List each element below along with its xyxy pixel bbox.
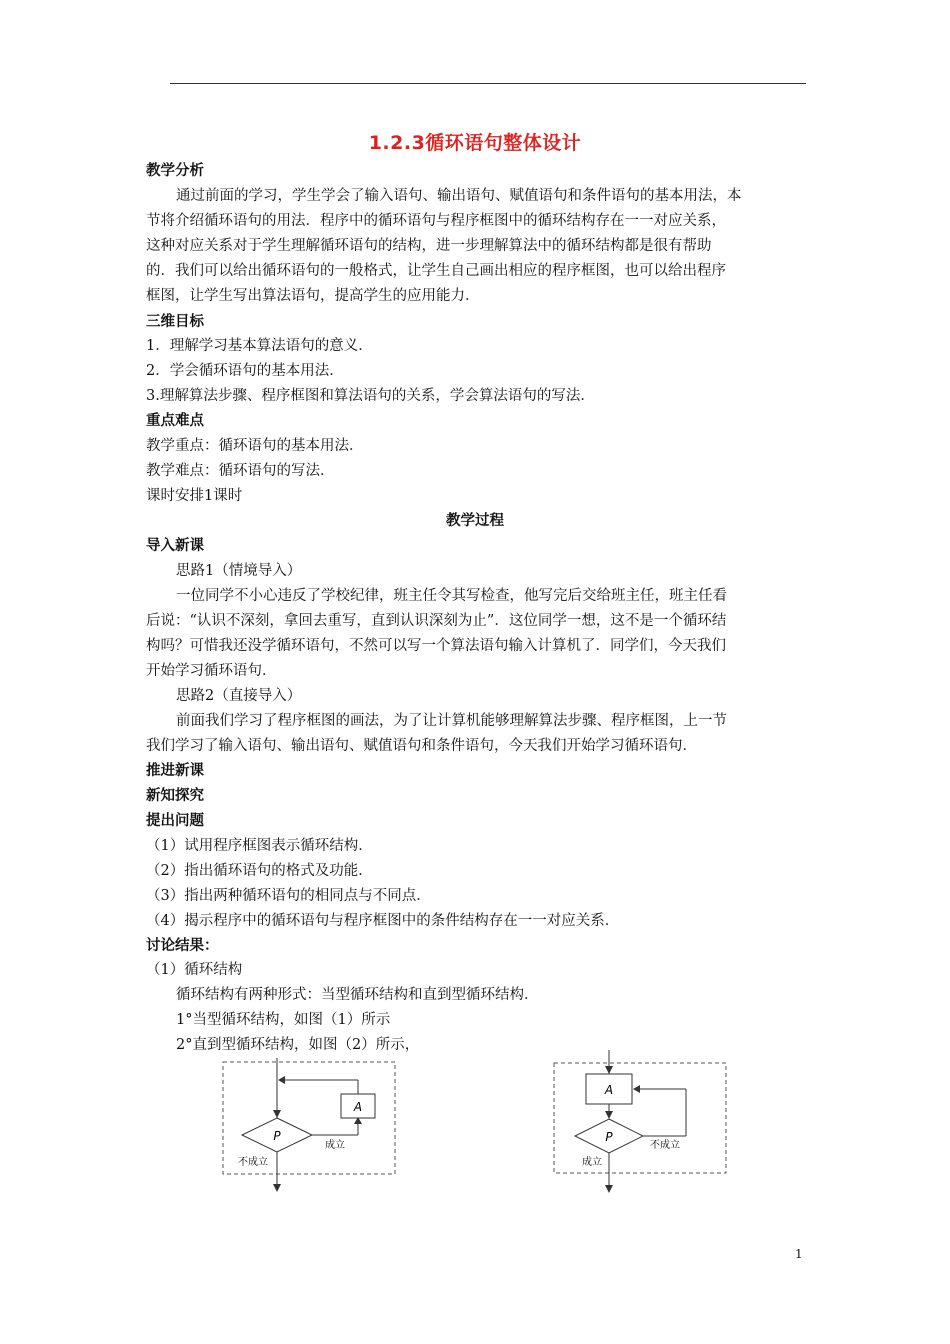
analysis-line: 节将介绍循环语句的用法．程序中的循环语句与程序框图中的循环结构存在一一对应关系， xyxy=(146,213,726,229)
schedule-text: 课时安排1课时 xyxy=(146,488,243,504)
question-item: （2）指出循环语句的格式及功能． xyxy=(146,863,373,879)
idea1-line: 一位同学不小心违反了学校纪律，班主任令其写检查，他写完后交给班主任，班主任看 xyxy=(176,588,727,604)
result1-line: 1°当型循环结构，如图（1）所示 xyxy=(176,1012,391,1028)
result1-title: （1）循环结构 xyxy=(146,962,243,978)
questions-heading: 提出问题 xyxy=(146,813,204,829)
figure-while-loop xyxy=(215,1058,405,1193)
fig1-box-label: A xyxy=(353,1100,363,1114)
explore-heading: 新知探究 xyxy=(146,788,204,804)
goal-item: 2．学会循环语句的基本用法． xyxy=(146,363,344,379)
analysis-line: 框图，让学生写出算法语句，提高学生的应用能力． xyxy=(146,288,480,304)
fig1-no-label: 不成立 xyxy=(238,1157,268,1168)
fig2-yes-label: 成立 xyxy=(582,1157,602,1168)
figure-until-loop xyxy=(548,1050,734,1195)
keypoints-heading: 重点难点 xyxy=(146,413,204,429)
keypoint-item: 教学难点：循环语句的写法． xyxy=(146,463,335,479)
question-item: （1）试用程序框图表示循环结构． xyxy=(146,838,373,854)
idea1-line: 后说：“认识不深刻，拿回去重写，直到认识深刻为止”．这位同学一想，这不是一个循环结 xyxy=(146,613,727,629)
idea1-line: 构吗？可惜我还没学循环语句，不然可以写一个算法语句输入计算机了．同学们，今天我们 xyxy=(146,638,726,654)
goal-item: 1．理解学习基本算法语句的意义． xyxy=(146,338,373,354)
analysis-heading: 教学分析 xyxy=(146,163,204,179)
idea1-title: 思路1（情境导入） xyxy=(176,563,302,579)
question-item: （3）指出两种循环语句的相同点与不同点． xyxy=(146,888,431,904)
advance-heading: 推进新课 xyxy=(146,763,204,779)
idea2-line: 前面我们学习了程序框图的画法，为了让计算机能够理解算法步骤、程序框图，上一节 xyxy=(176,713,727,729)
analysis-line: 通过前面的学习，学生学会了输入语句、输出语句、赋值语句和条件语句的基本用法，本 xyxy=(176,188,742,204)
idea2-title: 思路2（直接导入） xyxy=(176,688,302,704)
result1-line: 循环结构有两种形式：当型循环结构和直到型循环结构． xyxy=(176,987,539,1003)
keypoint-item: 教学重点：循环语句的基本用法． xyxy=(146,438,364,454)
process-heading: 教学过程 xyxy=(446,513,504,529)
intro-heading: 导入新课 xyxy=(146,538,204,554)
idea2-line: 我们学习了输入语句、输出语句、赋值语句和条件语句，今天我们开始学习循环语句． xyxy=(146,738,697,754)
goal-item: 3.理解算法步骤、程序框图和算法语句的关系，学会算法语句的写法． xyxy=(146,388,595,404)
analysis-line: 的．我们可以给出循环语句的一般格式，让学生自己画出相应的程序框图，也可以给出程序 xyxy=(146,263,726,279)
fig1-cond-label: P xyxy=(273,1129,281,1143)
page-title: 1.2.3循环语句整体设计 xyxy=(368,132,582,154)
analysis-line: 这种对应关系对于学生理解循环语句的结构，进一步理解算法中的循环结构都是很有帮助 xyxy=(146,238,712,254)
result1-line: 2°直到型循环结构，如图（2）所示， xyxy=(176,1037,420,1053)
header-rule xyxy=(170,83,806,84)
goals-heading: 三维目标 xyxy=(146,314,204,330)
fig2-no-label: 不成立 xyxy=(650,1140,680,1151)
page-number: 1 xyxy=(795,1247,803,1261)
question-item: （4）揭示程序中的循环语句与程序框图中的条件结构存在一一对应关系． xyxy=(146,913,620,929)
fig2-box-label: A xyxy=(604,1083,614,1097)
idea1-line: 开始学习循环语句． xyxy=(146,663,277,679)
fig1-yes-label: 成立 xyxy=(325,1140,345,1151)
results-heading: 讨论结果： xyxy=(146,938,219,954)
fig2-cond-label: P xyxy=(605,1130,613,1144)
